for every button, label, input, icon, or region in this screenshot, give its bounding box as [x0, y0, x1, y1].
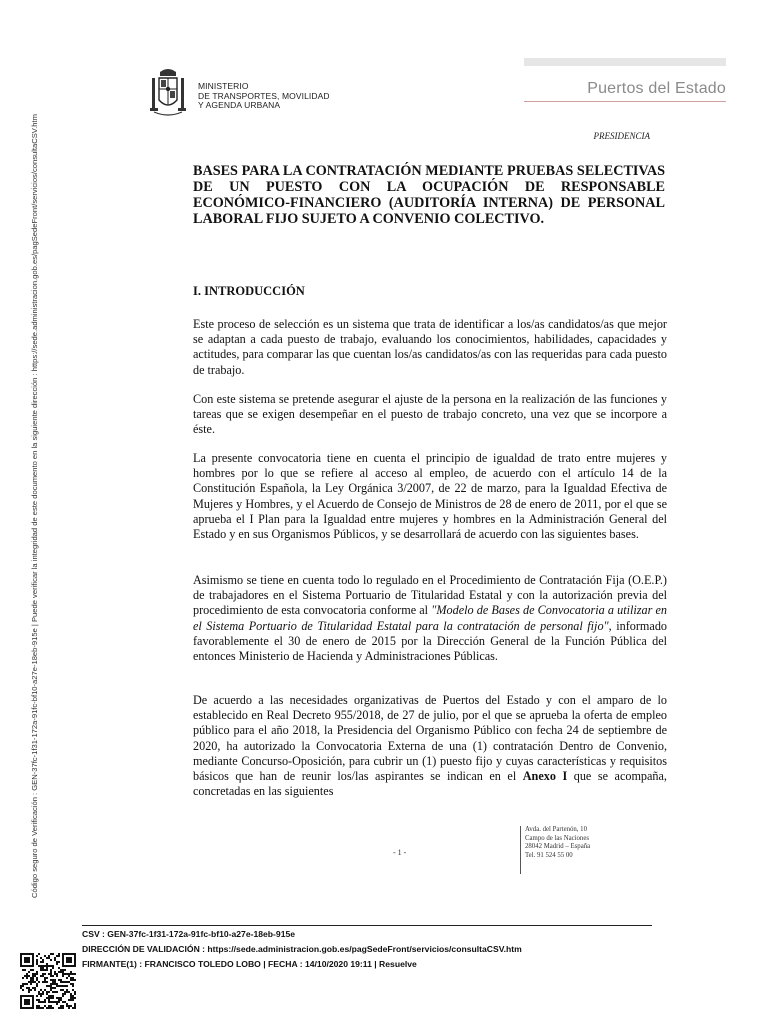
footer-divider: [82, 925, 652, 926]
department-label: PRESIDENCIA: [593, 131, 650, 141]
logo-underline: [524, 101, 726, 102]
paragraph-2: Con este sistema se pretende asegurar el ajuste de la persona en la realización de las funciones y tareas que se exigen desempeñar en el puesto de trabajo concreto, una vez que se incorpore a éste.: [193, 392, 667, 437]
address-line: Campo de las Naciones: [525, 834, 589, 842]
page-number: - 1 -: [393, 848, 407, 857]
address-line: Tel. 91 524 55 00: [525, 851, 573, 859]
footer-signer: FIRMANTE(1) : FRANCISCO TOLEDO LOBO | FECHA : 14/10/2020 19:11 | Resuelve: [82, 959, 417, 969]
paragraph-1: Este proceso de selección es un sistema que trata de identificar a los/as candidatos/as que mejor se adaptan a cada puesto de trabajo, evaluando los conocimientos, habilidades, capacidades y actitudes, para comparar las que cuentan los/as candidatos/as con las requeridas para cada puesto de trabajo.: [193, 317, 667, 377]
document-title: BASES PARA LA CONTRATACIÓN MEDIANTE PRUEBAS SELECTIVAS DE UN PUESTO CON LA OCUPACIÓN DE RESPONSABLE ECONÓMICO-FINANCIERO (AUDITORÍA INTERNA) DE PERSONAL LABORAL FIJO SUJETO A CONVENIO COLECTIVO.: [193, 163, 665, 227]
paragraph-4-text-end: , informado favorablemente el 30 de enero de 2015 por la Dirección General de la Función Pública del entonces Ministerio de Hacienda y Administraciones Públicas.: [193, 618, 668, 664]
ministry-line: MINISTERIO: [198, 81, 249, 91]
ministry-name: [198, 82, 330, 111]
spain-coat-of-arms-icon: [148, 66, 188, 118]
footer-csv: CSV : GEN-37fc-1f31-172a-91fc-bf10-a27e-18eb-915e: [82, 929, 296, 939]
puertos-logo: Puertos del Estado: [587, 80, 726, 97]
ministry-header: [148, 66, 330, 118]
paragraph-5-text: De acuerdo a las necesidades organizativas de Puertos del Estado y con el amparo de lo establecido en Real Decreto 955/2018, de 27 de julio, por el que se aprueba la oferta de empleo público para el año 2018, la Presidencia del Organismo Público con fecha 24 de septiembre de 2020, ha autorizado la Convocatoria Externa de una (1) contratación Dentro de Convenio, mediante Concurso-Oposición, para cubrir un (1) puesto fijo y cuyas características y requisitos básicos que han de reunir los/las aspirantes se indican en el: [193, 693, 667, 784]
paragraph-3: La presente convocatoria tiene en cuenta el principio de igualdad de trato entre mujeres y hombres por lo que se refiere al acceso al empleo, de acuerdo con el artículo 14 de la Constitución Española, la Ley Orgánica 3/2007, de 22 de marzo, para la Igualdad Efectiva de Mujeres y Hombres, y el Acuerdo de Consejo de Ministros de 28 de enero de 2011, por el que se aprueba el I Plan para la Igualdad entre mujeres y hombres en la Administración General del Estado y en sus Organismos Públicos, y se desarrollará de acuerdo con las siguientes bases.: [193, 451, 667, 542]
logo-top-bar: [524, 58, 726, 66]
section-heading: I. INTRODUCCIÓN: [193, 284, 305, 298]
paragraph-4: [193, 573, 667, 664]
paragraph-5-text-end: que se acompaña, concretadas en las siguientes: [193, 769, 667, 799]
paragraph-4-quote: "Modelo de Bases de Convocatoria a utilizar en el Sistema Portuario de Titularidad Estatal para la contratación de personal fijo": [193, 603, 667, 633]
ministry-line: DE TRANSPORTES, MOVILIDAD: [198, 90, 330, 101]
address-line: Avda. del Partenón, 10: [525, 826, 587, 833]
footer-validation-url[interactable]: DIRECCIÓN DE VALIDACIÓN : https://sede.administracion.gob.es/pagSedeFront/servicios/consultaCSV.htm: [82, 944, 522, 954]
address-line: 28042 Madrid – España: [525, 843, 591, 851]
paragraph-5: [193, 693, 667, 799]
paragraph-4-text: Asimismo se tiene en cuenta todo lo regulado en el Procedimiento de Contratación Fija (O.E.P.) de trabajadores en el Sistema Portuario de Titularidad Estatal y con la autorización previa del procedimiento de esta convocatoria conforme al: [193, 573, 667, 618]
address-block: [520, 826, 590, 874]
verification-side-text: Código seguro de Verificación : GEN-37fc-1f31-172a-91fc-bf10-a27e-18eb-915e | Puede verificar la integridad de este documento en la siguiente dirección : https://sede.administracion.gob.es/pagSedeFront/servicios/consultaCSV.htm: [30, 114, 39, 898]
qr-code-icon: [20, 953, 76, 1009]
ministry-line: Y AGENDA URBANA: [198, 100, 281, 110]
paragraph-5-annex: Anexo I: [522, 769, 568, 784]
